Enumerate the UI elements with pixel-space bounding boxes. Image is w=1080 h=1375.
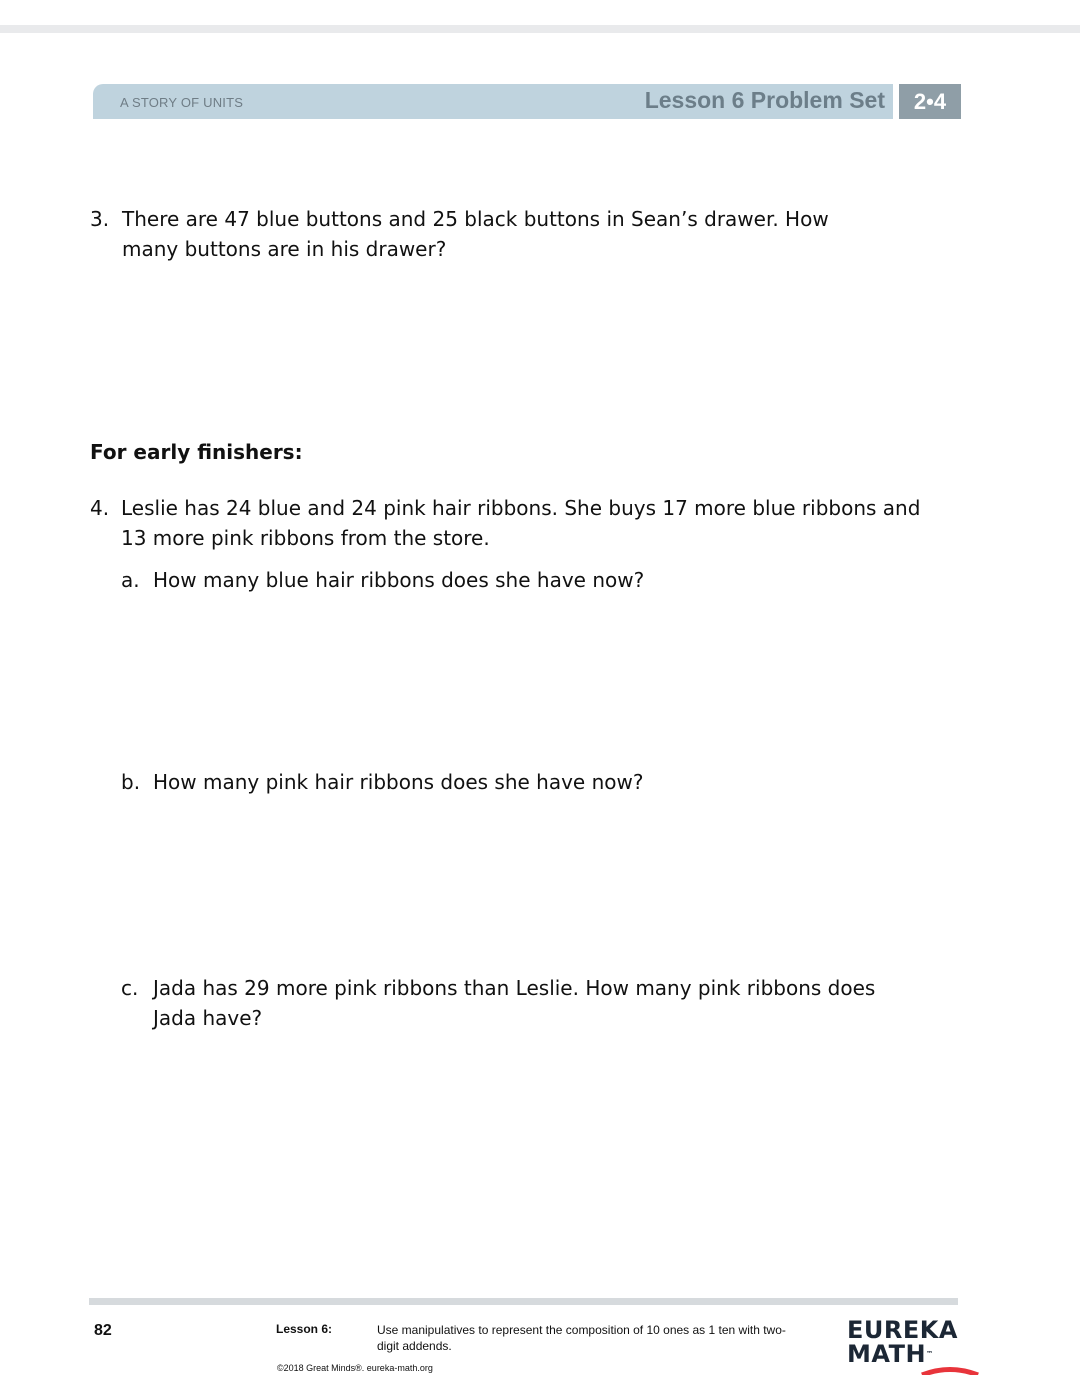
top-edge-bar: [0, 25, 1080, 33]
series-label: A STORY OF UNITS: [120, 95, 244, 110]
question-4-number: 4.: [90, 496, 110, 520]
question-4b-label: b.: [121, 770, 141, 794]
question-4a-text: How many blue hair ribbons does she have now?: [153, 568, 645, 592]
lesson-title: Lesson 6 Problem Set: [644, 87, 885, 113]
question-4-text: Leslie has 24 blue and 24 pink hair ribbons. She buys 17 more blue ribbons and 13 more pink ribbons from the store.: [121, 496, 921, 550]
footer-lesson-label: Lesson 6:: [276, 1322, 333, 1336]
logo-trademark: ™: [926, 1350, 934, 1358]
question-3: [90, 204, 890, 264]
question-4b-text: How many pink hair ribbons does she have now?: [153, 770, 644, 794]
question-3-text: There are 47 blue buttons and 25 black buttons in Sean’s drawer. How many buttons are in his drawer?: [122, 207, 829, 261]
footer-divider: [89, 1298, 958, 1305]
early-finishers-heading: For early finishers:: [90, 440, 303, 464]
logo-line-1: EUREKA: [847, 1316, 958, 1344]
footer-lesson-description: Use manipulatives to represent the composition of 10 ones as 1 ten with two-digit addends.: [377, 1323, 786, 1353]
logo-math: MATH: [847, 1340, 927, 1368]
page-number: 82: [94, 1322, 112, 1339]
module-badge: 2•4: [899, 84, 961, 119]
question-4b: [121, 767, 921, 797]
question-4c-label: c.: [121, 976, 139, 1000]
question-3-number: 3.: [90, 207, 110, 231]
copyright: ©2018 Great Minds®. eureka-math.org: [277, 1363, 433, 1373]
eureka-math-logo: [847, 1318, 958, 1366]
logo-line-2: [847, 1342, 958, 1366]
question-4: [90, 493, 940, 553]
logo-swoosh-icon: [920, 1366, 980, 1375]
question-4c: [121, 973, 921, 1033]
question-4a-label: a.: [121, 568, 140, 592]
question-4a: [121, 565, 921, 595]
question-4c-text: Jada has 29 more pink ribbons than Leslie. How many pink ribbons does Jada have?: [153, 976, 876, 1030]
